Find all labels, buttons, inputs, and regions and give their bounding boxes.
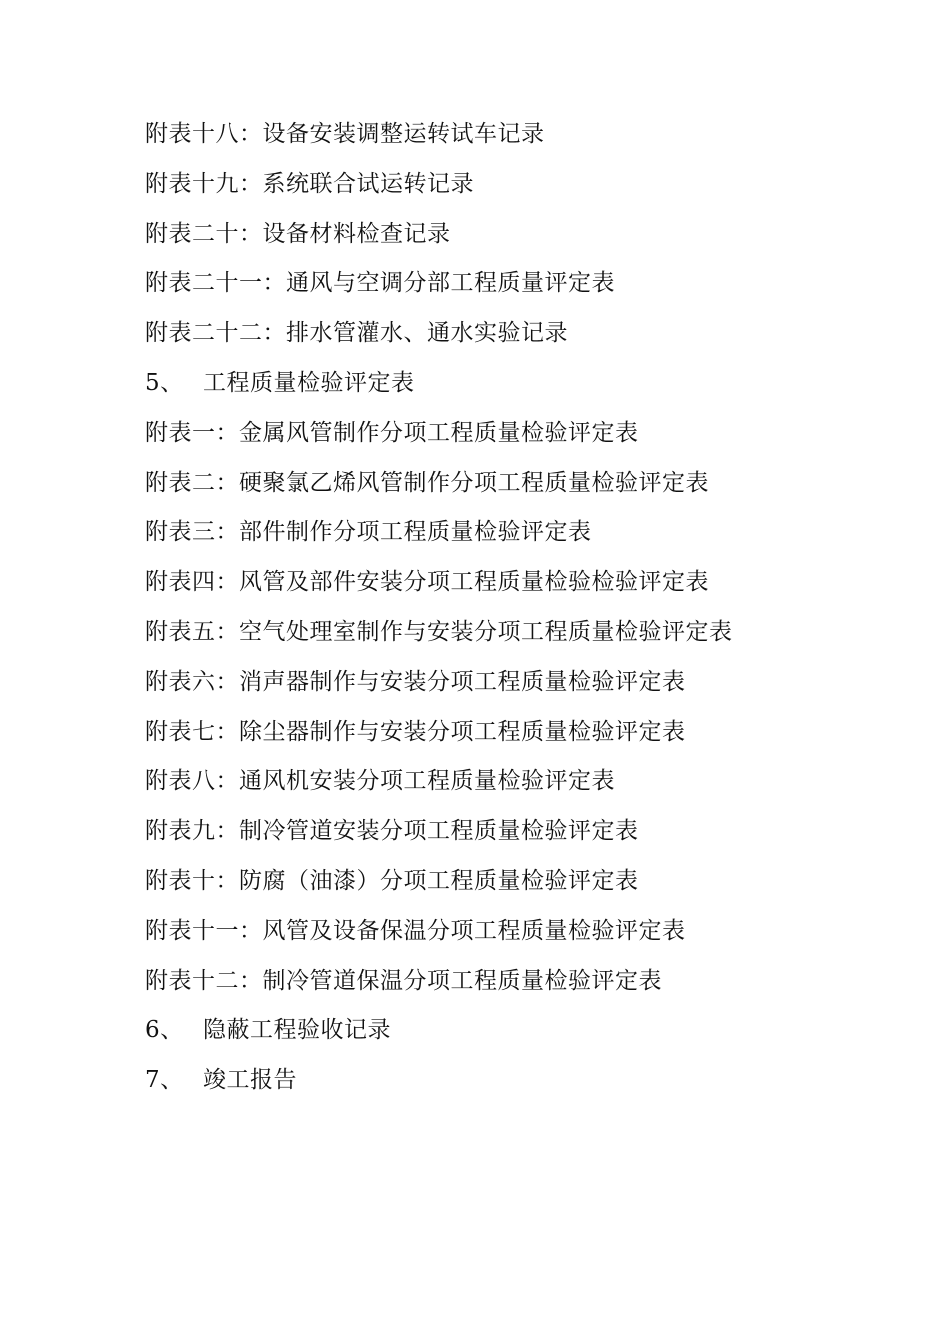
item-text: 附表二十二：排水管灌水、通水实验记录 <box>145 320 568 347</box>
item-text: 附表三：部件制作分项工程质量检验评定表 <box>145 519 592 546</box>
section-title: 工程质量检验评定表 <box>203 369 415 396</box>
item-text: 附表十二：制冷管道保温分项工程质量检验评定表 <box>145 967 662 994</box>
list-item <box>145 712 905 762</box>
section-number: 6、 <box>145 1017 184 1044</box>
list-item <box>145 413 905 463</box>
list-item <box>145 811 905 861</box>
item-text: 附表二：硬聚氯乙烯风管制作分项工程质量检验评定表 <box>145 469 709 496</box>
list-item <box>145 263 905 313</box>
item-text: 附表十：防腐（油漆）分项工程质量检验评定表 <box>145 867 639 894</box>
list-item <box>145 214 905 264</box>
list-item <box>145 961 905 1011</box>
item-text: 附表四：风管及部件安装分项工程质量检验检验评定表 <box>145 569 709 596</box>
section-title: 竣工报告 <box>203 1067 297 1094</box>
item-text: 附表二十一：通风与空调分部工程质量评定表 <box>145 270 615 297</box>
section-number: 5、 <box>145 369 184 396</box>
item-text: 附表一：金属风管制作分项工程质量检验评定表 <box>145 419 639 446</box>
item-text: 附表五：空气处理室制作与安装分项工程质量检验评定表 <box>145 618 733 645</box>
item-text: 附表八：通风机安装分项工程质量检验评定表 <box>145 768 615 795</box>
item-text: 附表六：消声器制作与安装分项工程质量检验评定表 <box>145 668 686 695</box>
item-text: 附表二十：设备材料检查记录 <box>145 220 451 247</box>
list-item <box>145 114 905 164</box>
item-text: 附表十八：设备安装调整运转试车记录 <box>145 121 545 147</box>
item-text: 附表十一：风管及设备保温分项工程质量检验评定表 <box>145 917 686 944</box>
section-title: 隐蔽工程验收记录 <box>203 1017 391 1044</box>
list-item <box>145 313 905 363</box>
list-item <box>145 512 905 562</box>
list-item <box>145 861 905 911</box>
section-number: 7、 <box>145 1067 184 1094</box>
list-item <box>145 761 905 811</box>
list-item <box>145 562 905 612</box>
list-item <box>145 164 905 214</box>
item-text: 附表七：除尘器制作与安装分项工程质量检验评定表 <box>145 718 686 745</box>
list-item <box>145 662 905 712</box>
list-item <box>145 612 905 662</box>
list-item <box>145 911 905 961</box>
section-heading <box>145 363 905 413</box>
table-of-contents <box>145 114 905 1110</box>
item-text: 附表九：制冷管道安装分项工程质量检验评定表 <box>145 818 639 845</box>
list-item <box>145 463 905 513</box>
section-heading <box>145 1010 905 1060</box>
section-heading <box>145 1060 905 1110</box>
item-text: 附表十九：系统联合试运转记录 <box>145 170 474 197</box>
